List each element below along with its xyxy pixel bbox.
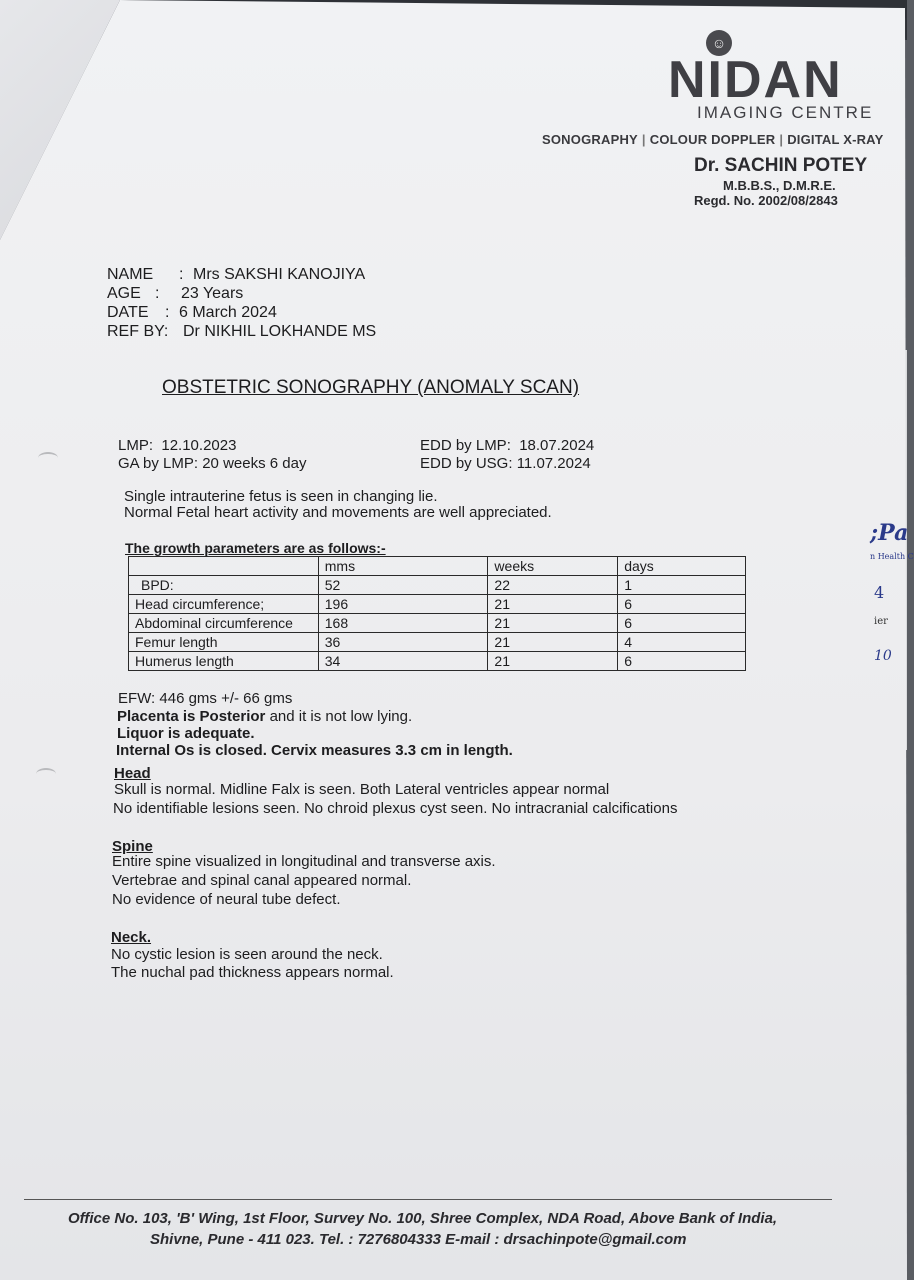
head-heading: Head [114,765,151,782]
efw-line: EFW: 446 gms +/- 66 gms [118,690,293,707]
side-fragment-b: ier [874,616,888,627]
table-cell: 21 [488,633,618,652]
patient-name-label: NAME [107,266,154,283]
punch-hole-icon [38,452,58,464]
clinic-services: SONOGRAPHY | COLOUR DOPPLER | DIGITAL X-RAY [542,132,884,147]
head-line-2: No identifiable lesions seen. No chroid plexus cyst seen. No intracranial calcifications [113,800,678,817]
service-sonography: SONOGRAPHY [542,132,638,147]
report-title: OBSTETRIC SONOGRAPHY (ANOMALY SCAN) [162,377,580,398]
footer-address-line-1: Office No. 103, 'B' Wing, 1st Floor, Survey No. 100, Shree Complex, NDA Road, Above Bank of India, [68,1210,778,1227]
referring-doctor-row [107,323,376,341]
ref-by-label: REF BY: [107,323,169,340]
liquor-line: Liquor is adequate. [117,725,255,742]
table-cell: BPD: [129,576,319,595]
table-cell: 21 [488,595,618,614]
table-cell: Abdominal circumference [129,614,319,633]
finding-line-2: Normal Fetal heart activity and movements are well appreciated. [124,504,552,521]
table-header-cell: mms [318,557,488,576]
table-cell: Head circumference; [129,595,319,614]
placenta-pre: Placenta is [117,708,200,725]
patient-age-label: AGE [107,285,141,302]
growth-heading: The growth parameters are as follows:- [125,540,386,556]
neck-heading: Neck. [111,929,152,946]
doctor-registration: Regd. No. 2002/08/2843 [694,193,838,208]
table-row [129,576,746,595]
placenta-value: Posterior [199,708,266,725]
footer-address-line-2: Shivne, Pune - 411 023. Tel. : 7276804333 E-mail : drsachinpote@gmail.com [150,1231,687,1248]
table-row [129,652,746,671]
edd-lmp-label: EDD by LMP: [420,437,511,454]
table-header-cell: weeks [488,557,618,576]
table-cell: 1 [618,576,746,595]
ga-value: 20 weeks 6 day [202,455,307,472]
edd-lmp-row [420,437,594,454]
neck-line-1: No cystic lesion is seen around the neck. [111,946,383,963]
service-digital-xray: DIGITAL X-RAY [787,132,884,147]
growth-table [128,556,746,671]
table-cell: 6 [618,614,746,633]
ga-row [118,455,306,472]
side-fragment-text: ;Pa [870,520,909,546]
internal-os-line: Internal Os is closed. Cervix measures 3.3 cm in length. [116,742,513,759]
spine-heading: Spine [112,838,153,855]
table-cell: 21 [488,652,618,671]
side-fragment-a: 4 [874,583,885,602]
table-cell: Femur length [129,633,319,652]
report-date: 6 March 2024 [179,304,277,321]
table-row [129,614,746,633]
lmp-value: 12.10.2023 [161,437,237,454]
table-header-cell: days [618,557,746,576]
table-cell: 52 [318,576,488,595]
doctor-name: Dr. SACHIN POTEY [694,155,868,176]
referring-doctor: Dr NIKHIL LOKHANDE MS [183,323,377,340]
edd-lmp-value: 18.07.2024 [519,437,595,454]
table-cell: 196 [318,595,488,614]
patient-name-row: NAME : Mrs SAKSHI KANOJIYA [107,266,366,283]
placenta-line [117,708,412,725]
doctor-qualifications: M.B.B.S., D.M.R.E. [723,178,836,193]
table-cell: 36 [318,633,488,652]
table-cell: 6 [618,595,746,614]
edd-usg-value: 11.07.2024 [516,455,591,472]
patient-date-row: DATE : 6 March 2024 [107,304,277,321]
patient-age: 23 Years [181,285,244,302]
table-cell: 21 [488,614,618,633]
patient-name: Mrs SAKSHI KANOJIYA [193,266,366,283]
table-row [129,595,746,614]
service-colour-doppler: COLOUR DOPPLER [649,132,776,147]
table-cell: Humerus length [129,652,319,671]
ga-label: GA by LMP: [118,455,199,472]
neck-line-2: The nuchal pad thickness appears normal. [111,964,394,981]
patient-age-row: AGE : 23 Years [107,285,244,302]
placenta-post: and it is not low lying. [265,708,413,725]
table-cell: 4 [618,633,746,652]
patient-date-label: DATE [107,304,149,321]
side-fragment-sub: n Health C [870,552,914,561]
lmp-label: LMP: [118,437,154,454]
edd-usg-label: EDD by USG: [420,455,513,472]
table-cell: 6 [618,652,746,671]
table-cell: 168 [318,614,488,633]
footer-divider [24,1199,832,1200]
lmp-row [118,437,236,454]
table-row [129,633,746,652]
table-cell: 34 [318,652,488,671]
side-fragment-c: 10 [874,648,892,664]
clinic-subtitle: IMAGING CENTRE [697,103,874,122]
spine-line-2: Vertebrae and spinal canal appeared normal. [112,872,412,889]
clinic-name: NIDAN [668,51,843,109]
clinic-logo-icon: ☺ [706,30,732,56]
table-header-row [129,557,746,576]
table-cell: 22 [488,576,618,595]
edd-usg-row [420,455,591,472]
head-line-1: Skull is normal. Midline Falx is seen. Both Lateral ventricles appear normal [114,781,610,798]
punch-hole-icon [36,768,56,780]
spine-line-3: No evidence of neural tube defect. [112,891,341,908]
table-header-cell [129,557,319,576]
spine-line-1: Entire spine visualized in longitudinal and transverse axis. [112,853,496,870]
finding-line-1: Single intrauterine fetus is seen in changing lie. [124,488,438,505]
